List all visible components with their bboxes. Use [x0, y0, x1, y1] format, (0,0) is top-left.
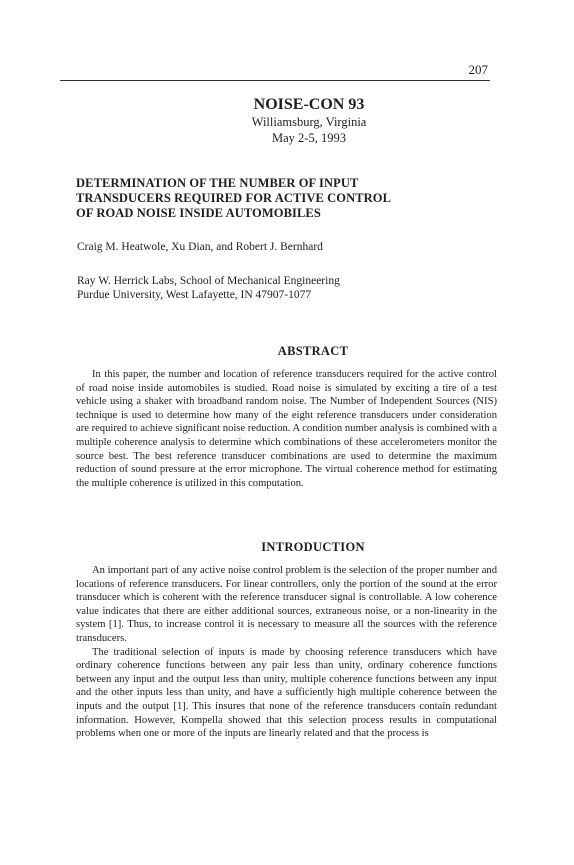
affiliation-line: Ray W. Herrick Labs, School of Mechanical Engineering	[77, 275, 340, 287]
abstract-paragraph: In this paper, the number and location of reference transducers required for the active control of road noise inside automobiles is studied. Road noise is simulated by exciting a tire of a test vehicle using a shaker with broadband random noise. The Number of Independent Sources (NIS) technique is used to determine how many of the eight reference transducers under consideration are required to achieve significant noise reduction. A condition number analysis is combined with a multiple coherence analysis to determine which combinations of these accelerometers monitor the source best. The best reference transducer combinations are used to determine the maximum reduction of sound pressure at the error microphone. The virtual coherence method for estimating the multiple coherence is utilized in this computation.	[76, 369, 497, 489]
introduction-body	[76, 564, 497, 741]
abstract-heading-text: ABSTRACT	[277, 344, 349, 358]
introduction-paragraph: The traditional selection of inputs is made by choosing reference transducers which have ordinary coherence functions between any pair less than unity, ordinary coherence functions between any input and the output less than unity, multiple coherence functions between any input and the other inputs less than unity, and have a sufficiently high multiple coherence between the inputs and the output [1]. This insures that none of the reference transducers contain redundant information. However, Kompella showed that this selection process results in computational problems when one or more of the inputs are linearly related and that the process is	[76, 646, 497, 740]
paper-title	[76, 176, 496, 221]
introduction-heading-text: INTRODUCTION	[261, 540, 365, 554]
page-number: 207	[468, 62, 488, 77]
conference-place: Williamsburg, Virginia	[251, 115, 367, 129]
affiliation	[77, 274, 340, 302]
affiliation-line: Purdue University, West Lafayette, IN 47907-1077	[77, 289, 312, 301]
introduction-heading	[0, 540, 574, 555]
title-line: OF ROAD NOISE INSIDE AUTOMOBILES	[76, 206, 321, 220]
authors: Craig M. Heatwole, Xu Dian, and Robert J. Bernhard	[77, 241, 323, 253]
introduction-paragraph: An important part of any active noise control problem is the selection of the proper number and locations of reference transducers. For linear controllers, only the portion of the sound at the error transducer which is coherent with the reference transducer signal is controllable. A low coherence value indicates that there are either additional sources, extraneous noise, or a non-linearity in the system [1]. Thus, to increase control it is necessary to measure all the sources with the reference transducers.	[76, 565, 497, 644]
abstract-heading	[0, 344, 574, 359]
conference-block	[0, 96, 574, 146]
title-line: DETERMINATION OF THE NUMBER OF INPUT	[76, 176, 359, 190]
conference-name: NOISE-CON 93	[253, 96, 365, 113]
header-rule	[60, 80, 490, 81]
conference-date: May 2-5, 1993	[272, 131, 346, 145]
title-line: TRANSDUCERS REQUIRED FOR ACTIVE CONTROL	[76, 191, 392, 205]
abstract-body	[76, 368, 497, 490]
